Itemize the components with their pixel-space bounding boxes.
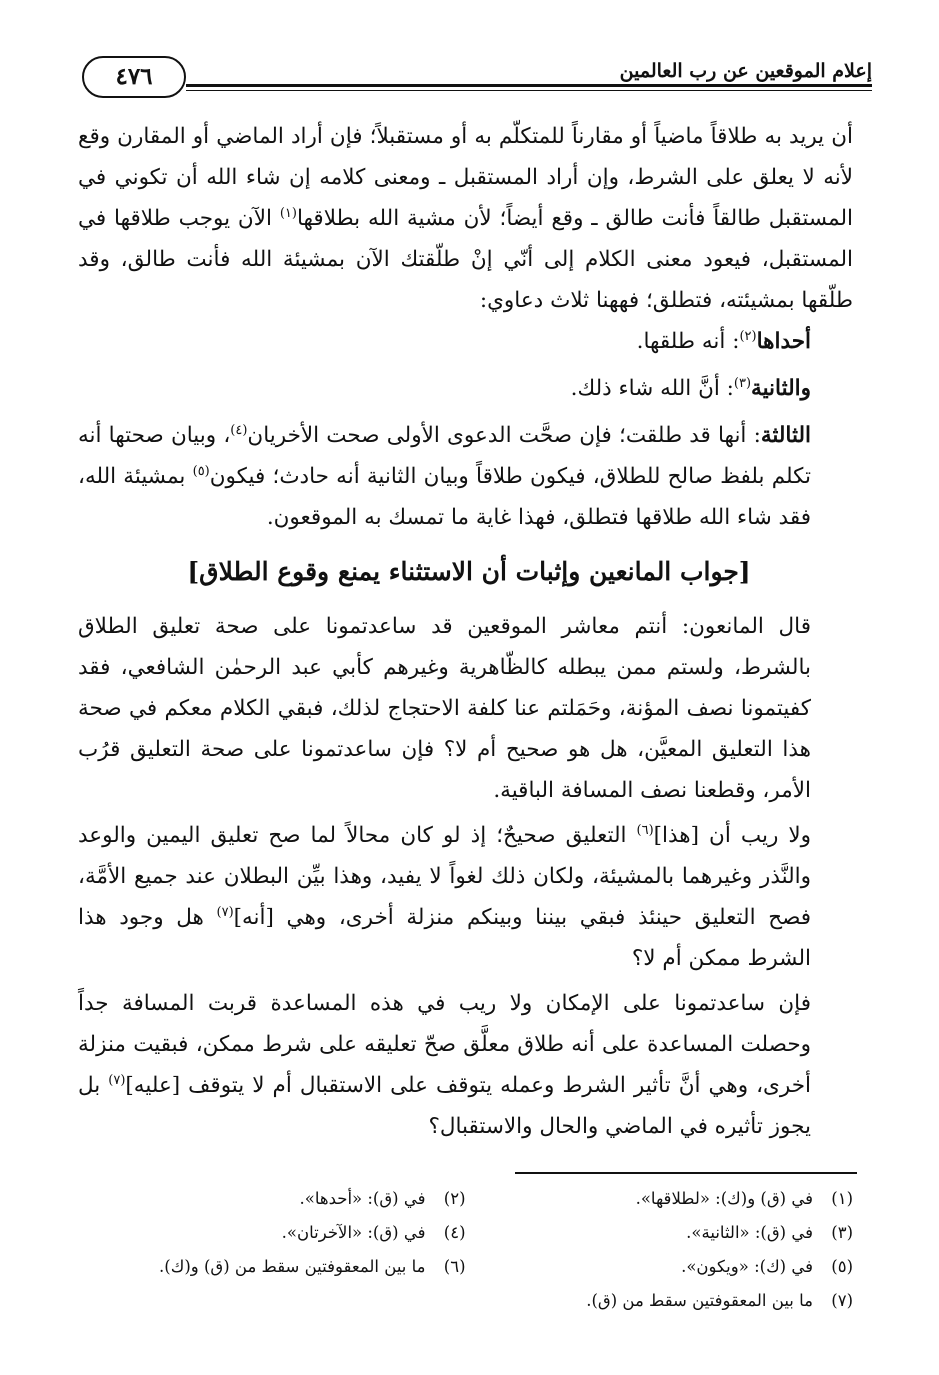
page-number: ٤٧٦ bbox=[82, 56, 186, 98]
page-header bbox=[84, 52, 872, 112]
footnotes bbox=[78, 1182, 853, 1318]
footnote: (٦)ما بين المعقوفتين سقط من (ق) و(ك). bbox=[159, 1257, 466, 1276]
paragraph: قال المانعون: أنتم معاشر الموقعين قد ساعدتمونا على صحة تعليق الطلاق بالشرط، ولستم ممن يبطله كالظّاهرية وغيرهم كأبي عبد الرحمٰن الشافعي، فقد كفيتمونا نصف المؤنة، وحَمَلتم عنا كلفة الاحتجاج لذلك، فبقي الكلام معكم في صحة هذا التعليق المعيَّن، هل هو صحيح أم لا؟ فإن ساعدتمونا على صحة التعليق قرُب الأمر، وقطعنا نصف المسافة الباقية. bbox=[78, 614, 811, 803]
footnote-row bbox=[78, 1250, 853, 1284]
claim-two: والثانية$^{(٣)}$: أنَّ الله شاء ذلك. bbox=[570, 375, 811, 401]
main-text-top bbox=[78, 116, 853, 538]
footnote-ref: (٢) bbox=[739, 328, 757, 344]
footnote-ref: (٦) bbox=[636, 822, 654, 838]
footnote: (٧)ما بين المعقوفتين سقط من (ق). bbox=[586, 1291, 853, 1310]
footnote: (٢)في (ق): «أحدها». bbox=[299, 1189, 466, 1208]
paragraph: أن يريد به طلاقاً ماضياً أو مقارناً للمتكلّم به أو مستقبلاً؛ فإن أراد الماضي أو المقارن وقع لأنه لا يعلق على الشرط، وإن أراد المستقبل ـ ومعنى كلامه إن شاء الله أن تكوني في المستقبل طالقاً فأنت طالق ـ وقع أيضاً؛ لأن مشية الله بطلاقها$^{(١)}$ الآن يوجب طلاقها في المستقبل، فيعود معنى الكلام إلى أنّي إنْ طلّقتك الآن بمشيئة الله فأنت طالق، وقد طلّقها بمشيئته، فتطلق؛ فههنا ثلاث دعاوي: bbox=[78, 124, 853, 313]
footnote: (٤)في (ق): «الآخرتان». bbox=[281, 1223, 466, 1242]
footnote-ref: (٥) bbox=[192, 463, 210, 479]
footnote: (١)في (ق) و(ك): «لطلاقها». bbox=[635, 1189, 853, 1208]
footnote: (٣)في (ق): «الثانية». bbox=[686, 1223, 853, 1242]
main-text-bottom bbox=[78, 606, 853, 1147]
header-rule-thin bbox=[186, 90, 872, 91]
footnote-ref: (٤) bbox=[230, 422, 248, 438]
section-heading: [جواب المانعين وإثبات أن الاستثناء يمنع وقوع الطلاق] bbox=[187, 557, 751, 586]
footnote-ref: (١) bbox=[279, 205, 297, 221]
claim-one: أحداها$^{(٢)}$: أنه طلقها. bbox=[636, 328, 811, 354]
running-title: إعلام الموقعين عن رب العالمين bbox=[619, 60, 872, 82]
footnote-separator bbox=[515, 1172, 857, 1174]
footnote: (٥)في (ك): «ويكون». bbox=[681, 1257, 853, 1276]
footnote-ref: (٣) bbox=[733, 375, 752, 391]
footnote-ref: (٧) bbox=[108, 1072, 126, 1088]
footnote-row bbox=[78, 1216, 853, 1250]
footnote-ref: (٧) bbox=[216, 904, 234, 920]
claim-three: الثالثة: أنها قد طلقت؛ فإن صحَّت الدعوى الأولى صحت الأخريان$^{(٤)}$، وبيان صحتها أنه تكلم بلفظ صالح للطلاق، فيكون طلاقاً وبيان الثانية أنه حادث؛ فيكون$^{(٥)}$ بمشيئة الله، فقد شاء الله طلاقها فتطلق، فهذا غاية ما تمسك به الموقعون. bbox=[78, 422, 811, 530]
footnote-row bbox=[78, 1284, 853, 1318]
header-rule-thick bbox=[186, 84, 872, 87]
paragraph: فإن ساعدتمونا على الإمكان ولا ريب في هذه المساعدة قربت المسافة جداً وحصلت المساعدة على أنه طلاق معلَّق صحّ تعليقه على شرط ممكن، فبقيت منزلة أخرى، وهي أنَّ تأثير الشرط وعمله يتوقف على الاستقبال أم لا يتوقف [عليه]$^{(٧)}$ بل يجوز تأثيره في الماضي والحال والاستقبال؟ bbox=[78, 991, 812, 1139]
footnote-row bbox=[78, 1182, 853, 1216]
paragraph: ولا ريب أن [هذا]$^{(٦)}$ التعليق صحيحٌ؛ إذ لو كان محالاً لما صح تعليق اليمين والوعد والنَّذر وغيرهما بالمشيئة، ولكان ذلك لغواً لا يفيد، وهذا بيِّن البطلان عند جميع الأمَّة، فصح التعليق حينئذ فبقي بيننا وبينكم منزلة أخرى، وهي [أنه]$^{(٧)}$ هل وجود هذا الشرط ممكن أم لا؟ bbox=[78, 822, 811, 971]
